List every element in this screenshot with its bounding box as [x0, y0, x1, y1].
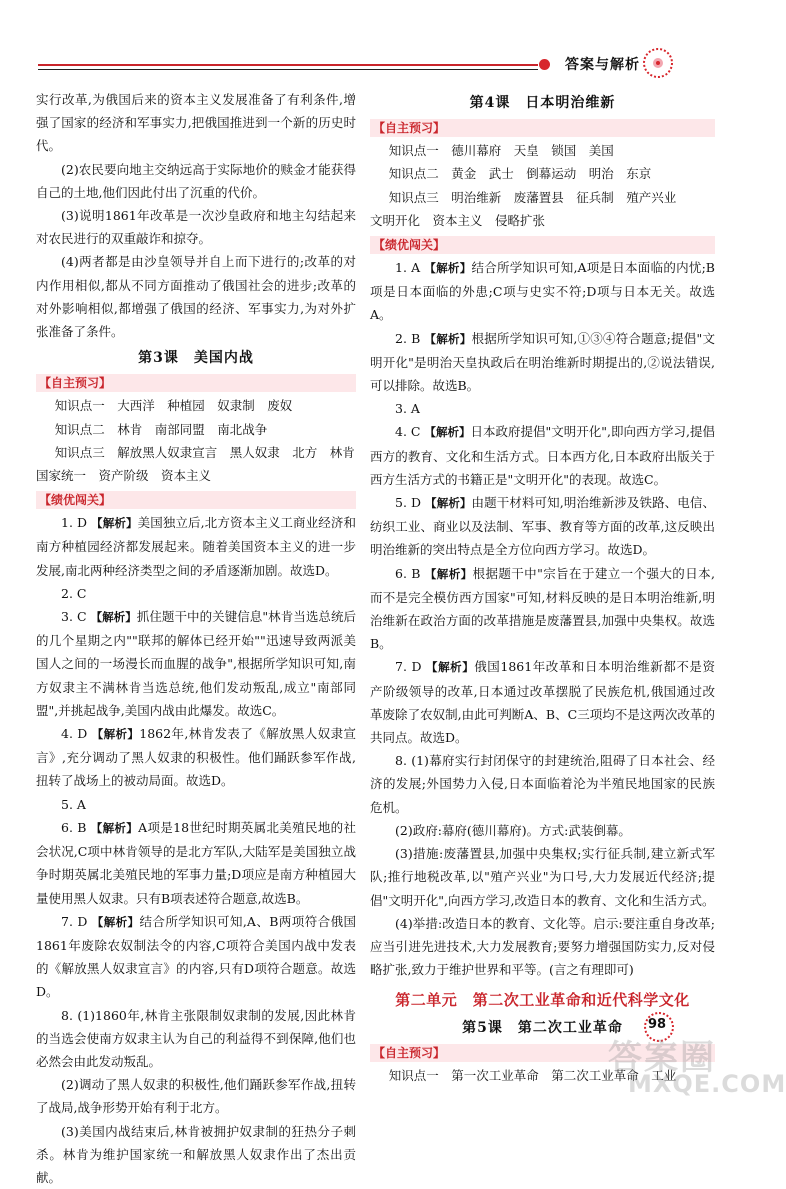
answer-item: 2. B 【解析】根据所学知识可知,①③④符合题意;提倡"文明开化"是明治天皇执政后在明治维新时期提出的,②说法错误,可以排除。故选B。 — [370, 330, 716, 394]
analysis-tag: 【解析】 — [426, 660, 475, 675]
section-bar-exercises — [36, 491, 356, 509]
analysis-tag: 【解析】 — [90, 820, 139, 835]
answer-item: 1. A 【解析】结合所学知识可知,A项是日本面临的内忧;B项是日本面临的外患;C项与史实不符;D项与日本无关。故选A。 — [370, 260, 715, 323]
continued-paragraph: 实行改革,为俄国后来的资本主义发展准备了有利条件,增强了国家的经济和军事实力,把俄国推进到一个新的历史时代。 — [36, 92, 356, 154]
watermark-text: 答案圈 — [608, 1038, 716, 1078]
analysis-tag: 【解析】 — [90, 610, 137, 625]
lesson-title: 第4课 日本明治维新 — [469, 95, 616, 111]
answer-item: 8. (1)1860年,林肯主张限制奴隶制的发展,因此林肯的当选会使南方奴隶主认为自己的利益得不到保障,他们也必然会由此发动叛乱。 — [36, 1007, 356, 1069]
knowledge-point: 知识点一 德川幕府 天皇 锁国 美国 — [388, 143, 614, 159]
answer-item: 8. (1)幕府实行封闭保守的封建统治,阻碍了日本社会、经济的发展;外国势力入侵,日本面临着沦为半殖民地国家的民族危机。 — [370, 753, 715, 815]
knowledge-point: 知识点二 黄金 武士 倒幕运动 明治 东京 — [388, 166, 652, 182]
knowledge-point-continued: 文明开化 资本主义 侵略扩张 — [370, 212, 546, 228]
answer-item: (2)政府:幕府(德川幕府)。方式:武装倒幕。 — [395, 822, 631, 838]
watermark-url: MXQE.COM — [628, 1070, 786, 1098]
watermark — [584, 1030, 786, 1100]
analysis-tag: 【解析】 — [424, 566, 473, 581]
page-header — [0, 0, 750, 80]
answer-item: 6. B 【解析】根据题干中"宗旨在于建立一个强大的日本,而不是完全模仿西方国家"可知,材料反映的是日本明治维新,明治维新在政治方面的改革措施是废藩置县,加强中央集权。故选B。 — [370, 565, 716, 652]
page-number: 98 — [648, 1017, 667, 1032]
answer-item: (3)美国内战结束后,林肯被拥护奴隶制的狂热分子刺杀。林肯为维护国家统一和解放黑人奴隶作出了杰出贡献。 — [36, 1123, 356, 1185]
answer-item: 6. B 【解析】A项是18世纪时期英属北美殖民地的社会状况,C项中林肯领导的是北方军队,大陆军是美国独立战争时期英属北美殖民地的军事力量;D项应是南方种植园大量使用黑人奴隶。只有B项表述符合题意,故选B。 — [36, 819, 357, 906]
section-bar-preview — [370, 119, 715, 137]
answer-item: 7. D 【解析】俄国1861年改革和日本明治维新都不是资产阶级领导的改革,日本通过改革摆脱了民族危机,俄国通过改革废除了农奴制,由此可判断A、B、C三项均不是这两次改革的共同点。故选D。 — [370, 659, 715, 746]
answer-paragraph: (2)农民要向地主交纳远高于实际地价的赎金才能获得自己的土地,他们因此付出了沉重的代价。 — [36, 161, 356, 200]
header-title: 答案与解析 — [565, 57, 640, 73]
answer-item: 3. A — [395, 401, 420, 417]
lesson-title: 第5课 第二次工业革命 — [462, 1019, 623, 1036]
answer-item: 2. C — [61, 585, 87, 601]
answer-item: 7. D 【解析】结合所学知识可知,A、B两项符合俄国1861年废除农奴制法令的内容,C项符合美国内战中发表的《解放黑人奴隶宣言》的内容,只有D项符合题意。故选D。 — [36, 913, 357, 1000]
knowledge-point-continued: 国家统一 资产阶级 资本主义 — [36, 468, 212, 484]
knowledge-point: 知识点三 解放黑人奴隶宣言 黑人奴隶 北方 林肯 — [54, 444, 355, 460]
analysis-tag: 【解析】 — [91, 914, 140, 929]
section-label: 【绩优闯关】 — [39, 493, 112, 508]
answer-item: (4)举措:改造日本的教育、文化等。启示:要注重自身改革;应当引进先进技术,大力发展教育;要努力增强国防实力,反对侵略扩张,致力于维护世界和平等。(言之有理即可) — [370, 915, 715, 978]
flower-logo-icon — [640, 46, 676, 80]
analysis-tag: 【解析】 — [425, 496, 472, 511]
right-column — [370, 88, 715, 1087]
analysis-tag: 【解析】 — [424, 261, 472, 276]
lesson-title: 第3课 美国内战 — [138, 350, 254, 367]
knowledge-point: 知识点三 明治维新 废藩置县 征兵制 殖产兴业 — [388, 189, 677, 205]
section-label: 【绩优闯关】 — [373, 238, 446, 253]
analysis-tag: 【解析】 — [424, 425, 471, 440]
header-red-rule — [38, 64, 538, 66]
left-column — [36, 88, 356, 1189]
header-dot-icon — [539, 59, 550, 70]
knowledge-point: 知识点一 大西洋 种植园 奴隶制 废奴 — [54, 398, 293, 414]
knowledge-point: 知识点一 第一次工业革命 第二次工业革命 工业 — [388, 1067, 677, 1083]
answer-item: 5. A — [61, 796, 86, 812]
answer-item: 5. D 【解析】由题干材料可知,明治维新涉及铁路、电信、纺织工业、商业以及法制、军事、教育等方面的改革,这反映出明治维新的突出特点是全方位向西方学习。故选D。 — [370, 495, 715, 558]
answer-item: (3)措施:废藩置县,加强中央集权;实行征兵制,建立新式军队;推行地税改革,以"殖产兴业"为口号,大力发展近代经济;提倡"文明开化",向西方学习,改造日本的教育、文化和生活方式。 — [370, 846, 715, 908]
analysis-tag: 【解析】 — [424, 331, 472, 346]
header-black-rule — [38, 69, 538, 70]
answer-item: 1. D 【解析】美国独立后,北方资本主义工商业经济和南方种植园经济都发展起来。随着美国资本主义的进一步发展,南北两种经济类型之间的矛盾逐渐加剧。故选D。 — [36, 515, 356, 578]
section-label: 【自主预习】 — [373, 121, 446, 136]
answer-paragraph: (3)说明1861年改革是一次沙皇政府和地主勾结起来对农民进行的双重敲诈和掠夺。 — [36, 208, 356, 247]
analysis-tag: 【解析】 — [91, 727, 140, 742]
unit-title: 第二单元 第二次工业革命和近代科学文化 — [395, 991, 690, 1010]
answer-paragraph: (4)两者都是由沙皇领导并自上而下进行的;改革的对内作用相似,都从不同方面推动了俄国社会的进步;改革的对外影响相似,都增强了俄国的经济、军事实力,为对外扩张准备了条件。 — [36, 254, 356, 340]
answer-item: 3. C 【解析】抓住题干中的关键信息"林肯当选总统后的几个星期之内""联邦的解体已经开始""迅速导致两派美国人之间的一场漫长而血腥的战争",根据所学知识可知,南方奴隶主不满林肯当选总统,他们发动叛乱,成立"南部同盟",并挑起战争,美国内战由此爆发。故选C。 — [36, 609, 357, 718]
section-label: 【自主预习】 — [39, 376, 112, 391]
knowledge-point: 知识点二 林肯 南部同盟 南北战争 — [54, 421, 268, 437]
answer-item: 4. D 【解析】1862年,林肯发表了《解放黑人奴隶宣言》,充分调动了黑人奴隶的积极性。他们踊跃参军作战,扭转了战场上的被动局面。故选D。 — [36, 726, 356, 789]
answer-item: (2)调动了黑人奴隶的积极性,他们踊跃参军作战,扭转了战局,战争形势开始有利于北方。 — [36, 1077, 356, 1116]
answer-item: 4. C 【解析】日本政府提倡"文明开化",即向西方学习,提倡西方的教育、文化和生活方式。日本西方化,日本政府出版关于西方生活方式的书籍正是"文明开化"的表现。故选C。 — [370, 424, 716, 487]
section-bar-exercises — [370, 236, 715, 254]
section-bar-preview — [36, 374, 356, 392]
analysis-tag: 【解析】 — [91, 516, 138, 531]
section-label: 【自主预习】 — [373, 1045, 446, 1060]
